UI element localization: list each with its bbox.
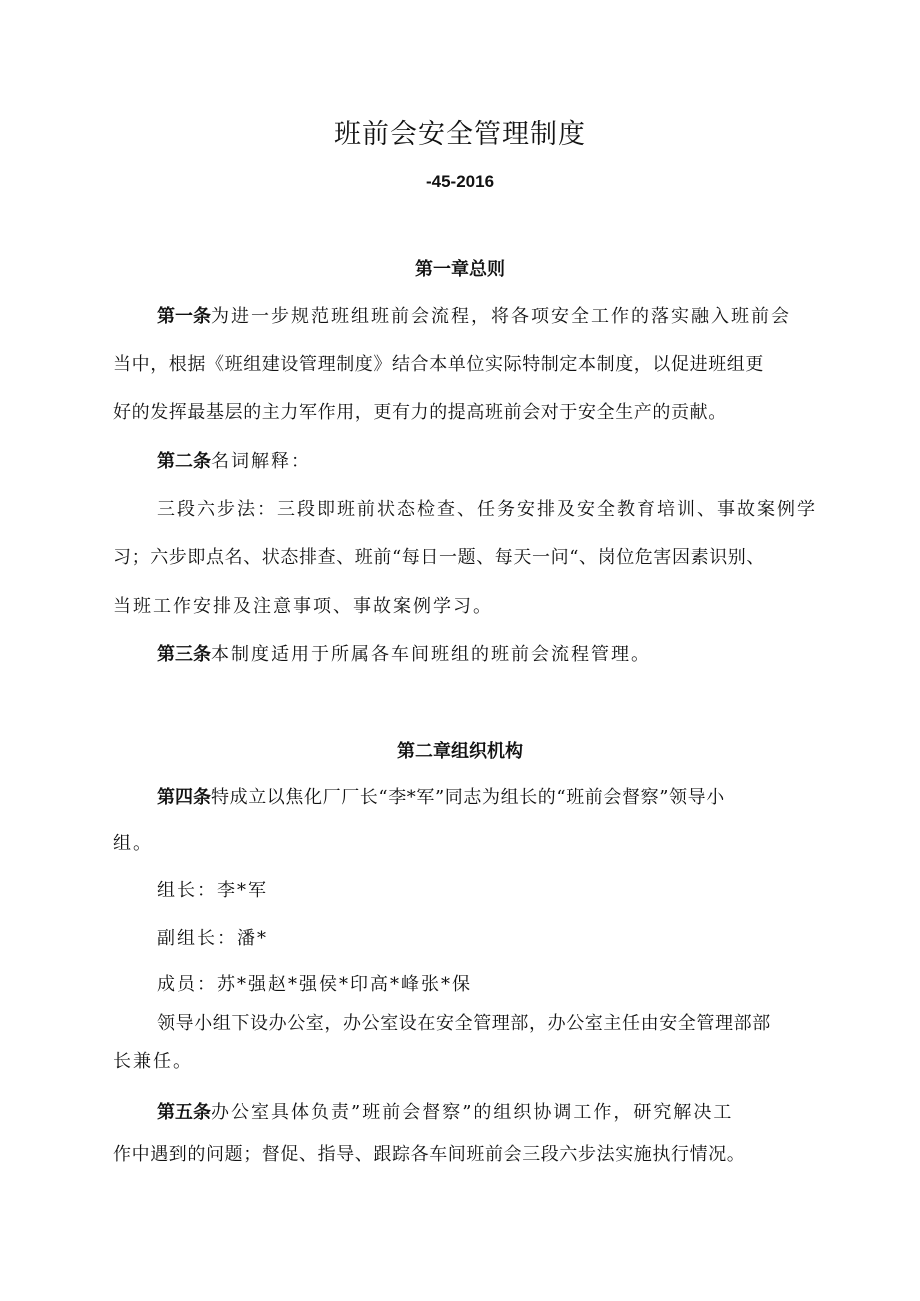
article-5-text-1: 办公室具体负责”班前会督察”的组织协调工作，研究解决工 xyxy=(211,1102,734,1123)
group-members: 成员：苏*强赵*强侯*印高*峰张*保 xyxy=(157,974,472,995)
article-2-text: 名词解释： xyxy=(211,451,311,472)
article-5-line-2: 作中遇到的问题；督促、指导、跟踪各车间班前会三段六步法实施执行情况。 xyxy=(113,1144,746,1165)
deputy-leader: 副组长：潘* xyxy=(157,928,268,949)
article-2-label: 第二条 xyxy=(157,451,211,472)
article-1-label: 第一条 xyxy=(157,306,211,327)
article-4-line-1 xyxy=(157,783,725,809)
article-5-label: 第五条 xyxy=(157,1102,211,1123)
group-leader: 组长：李*军 xyxy=(157,880,268,901)
office-line-1: 领导小组下设办公室，办公室设在安全管理部，办公室主任由安全管理部部 xyxy=(157,1013,771,1034)
article-3-text: 本制度适用于所属各车间班组的班前会流程管理。 xyxy=(211,644,651,665)
article-4-text-1: 特成立以焦化厂厂长“李*军”同志为组长的“班前会督察”领导小 xyxy=(211,787,725,808)
office-line-2: 长兼任。 xyxy=(113,1051,193,1072)
article-2-definition-line-2: 习；六步即点名、状态排查、班前“每日一题、每天一问“、岗位危害因素识别、 xyxy=(113,547,766,568)
chapter-1-heading: 第一章总则 xyxy=(415,259,505,280)
chapter-2-heading: 第二章组织机构 xyxy=(397,741,523,762)
document-title: 班前会安全管理制度 xyxy=(334,119,586,150)
article-3-line xyxy=(157,640,651,666)
article-4-line-2: 组。 xyxy=(113,833,153,854)
article-1-line-2: 当中，根据《班组建设管理制度》结合本单位实际特制定本制度，以促进班组更 xyxy=(113,354,764,375)
article-5-line-1 xyxy=(157,1098,733,1124)
article-2-line-1 xyxy=(157,447,311,473)
article-4-label: 第四条 xyxy=(157,787,211,808)
article-2-definition-line-1: 三段六步法：三段即班前状态检查、任务安排及安全教育培训、事故案例学 xyxy=(157,499,817,520)
article-3-label: 第三条 xyxy=(157,644,211,665)
article-1-line-3: 好的发挥最基层的主力军作用，更有力的提高班前会对于安全生产的贡献。 xyxy=(113,402,727,423)
article-1-text-1: 为进一步规范班组班前会流程，将各项安全工作的落实融入班前会 xyxy=(211,306,791,327)
document-code: -45-2016 xyxy=(425,172,495,191)
article-2-definition-line-3: 当班工作安排及注意事项、事故案例学习。 xyxy=(113,596,493,617)
article-1-line-1 xyxy=(157,302,791,328)
